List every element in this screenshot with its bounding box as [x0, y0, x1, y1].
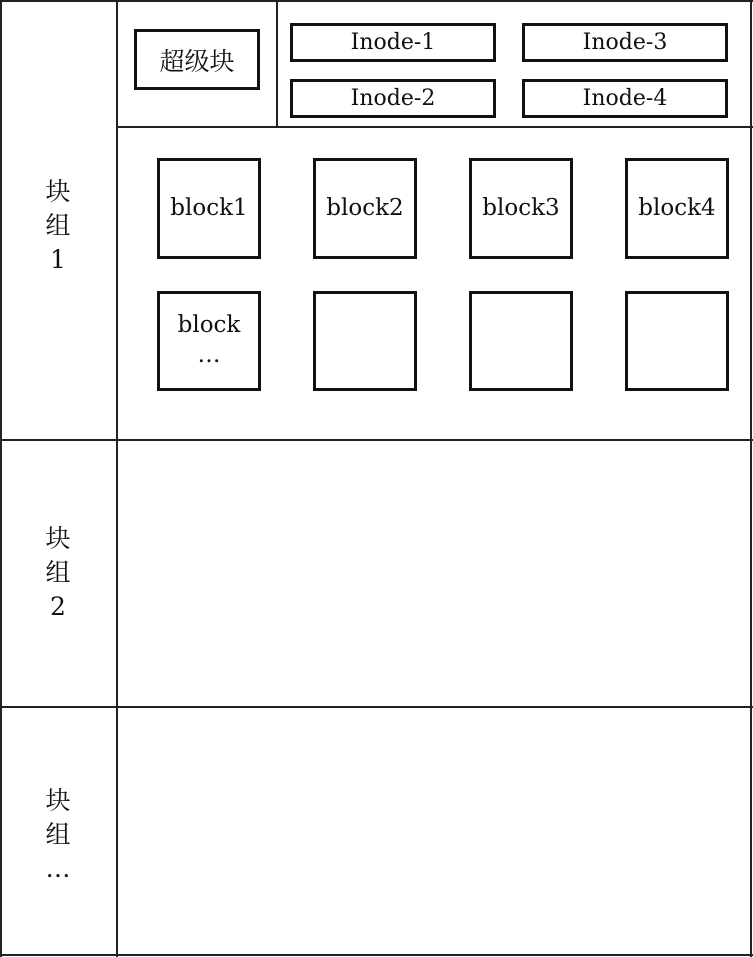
block-group-2-line-2: 组 — [45, 558, 71, 587]
block-group-1-label — [0, 175, 116, 277]
block-group-2-line-1: 块 — [45, 524, 71, 553]
data-block-label: block1 — [170, 194, 248, 221]
superblock-box — [134, 29, 260, 90]
data-block — [625, 158, 729, 259]
data-block — [625, 291, 729, 391]
data-block — [313, 158, 417, 259]
data-block — [469, 158, 573, 259]
block-group-2-label — [0, 522, 116, 624]
data-block-label: block2 — [326, 194, 404, 221]
data-block — [157, 158, 261, 259]
data-block — [313, 291, 417, 391]
block-group-1-line-1: 块 — [45, 177, 71, 206]
data-block-label: block4 — [638, 194, 716, 221]
frame-top — [0, 0, 753, 2]
group-separator-1 — [0, 439, 753, 441]
inode-label: Inode-2 — [350, 86, 436, 111]
inode-box — [290, 23, 496, 62]
block-group-2-line-3: 2 — [50, 592, 66, 621]
inode-label: Inode-1 — [350, 30, 436, 55]
data-block-ellipsis: … — [197, 342, 221, 368]
group-separator-2 — [0, 706, 753, 708]
data-block-label: block — [177, 312, 241, 339]
block-group-more-label — [0, 784, 116, 886]
block-group-1-line-3: 1 — [50, 245, 66, 274]
block-group-more-line-2: 组 — [45, 820, 71, 849]
block-group-more-line-1: 块 — [45, 786, 71, 815]
header-bottom-divider — [116, 126, 753, 128]
inode-label: Inode-4 — [582, 86, 668, 111]
inode-box — [522, 79, 728, 118]
superblock-label: 超级块 — [159, 46, 235, 76]
inode-box — [522, 23, 728, 62]
header-vertical-divider — [276, 0, 278, 127]
data-block — [469, 291, 573, 391]
label-column-divider — [116, 0, 118, 957]
block-group-more-line-3: … — [45, 854, 71, 883]
data-block — [157, 291, 261, 391]
data-block-label: block3 — [482, 194, 560, 221]
inode-label: Inode-3 — [582, 30, 668, 55]
block-group-1-line-2: 组 — [45, 211, 71, 240]
frame-right — [750, 0, 752, 957]
inode-box — [290, 79, 496, 118]
frame-bottom — [0, 954, 753, 956]
